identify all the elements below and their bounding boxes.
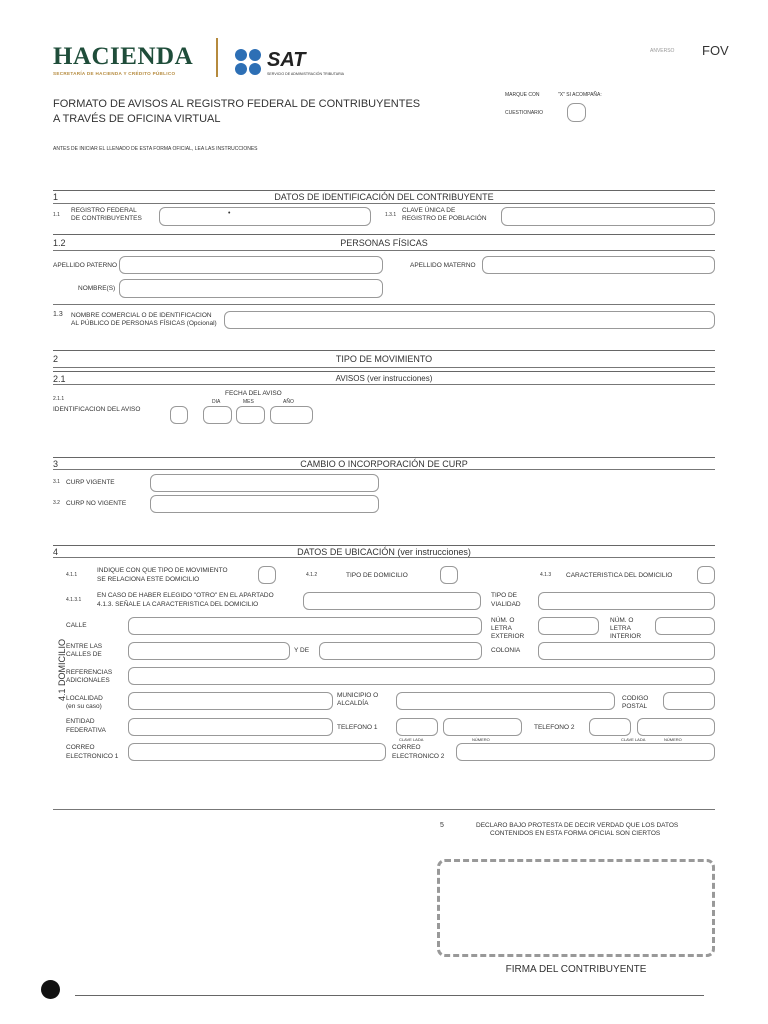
entre-calle1-input[interactable] [128,642,290,660]
section12-top-rule [53,234,715,235]
tipo-domicilio-box[interactable] [440,566,458,584]
telefono2-numero-input[interactable] [637,718,715,736]
num-ext-l2: LETRA [491,625,512,632]
section2-title: TIPO DE MOVIMIENTO [335,354,433,364]
fecha-mes-input[interactable] [236,406,265,424]
num-interior-input[interactable] [655,617,715,635]
section21-title-rule [53,384,715,385]
entre-calles-l1: ENTRE LAS [66,643,103,650]
footer-rule [75,995,704,996]
logo-divider [216,38,218,77]
curp-vigente-label: CURP VIGENTE [66,479,115,486]
num-ext-l3: EXTERIOR [491,633,525,640]
hacienda-wordmark: HACIENDA [53,43,194,70]
section4-number: 4 [53,547,59,557]
y-de-label: Y DE [294,647,310,654]
otro-l2: 4.1.3. SEÑALE LA CARACTERISTICA DEL DOMICILIO [97,601,259,608]
marque-x-label: "X" SI ACOMPAÑA: [558,92,602,98]
form-code: FOV [702,43,729,58]
section1-title-rule [53,203,715,204]
section4-top-rule [53,545,715,546]
form-title-line2: A TRAVÉS DE OFICINA VIRTUAL [53,113,221,125]
n31-label: 3.1 [53,479,60,485]
calle-input[interactable] [128,617,482,635]
fecha-aviso-label: FECHA DEL AVISO [225,390,282,397]
municipio-l1: MUNICIPIO O [337,692,379,699]
n4131-label: 4.1.3.1 [66,597,82,603]
colonia-label: COLONIA [491,647,521,654]
section1-number: 1 [53,192,59,202]
telefono2-label: TELEFONO 2 [534,724,575,731]
cuestionario-checkbox[interactable] [567,103,586,122]
otro-l1: EN CASO DE HABER ELEGIDO "OTRO" EN EL APARTADO [97,592,274,599]
correo2-l2: ELECTRONICO 2 [392,753,445,760]
cuestionario-label: CUESTIONARIO [505,110,544,116]
anverso-label: ANVERSO [650,48,675,54]
personas-fisicas-title: PERSONAS FÍSICAS [340,238,428,248]
hacienda-subtitle: SECRETARÍA DE HACIENDA Y CRÉDITO PÚBLICO [53,71,176,76]
section3-top-rule [53,457,715,458]
referencias-input[interactable] [128,667,715,685]
num-int-l3: INTERIOR [610,633,642,640]
anio-label: AÑO [283,399,294,405]
telefono1-label: TELEFONO 1 [337,724,378,731]
correo1-input[interactable] [128,743,386,761]
avisos-title: AVISOS (ver instrucciones) [335,374,433,383]
signature-box[interactable] [437,859,715,957]
entre-calle2-input[interactable] [319,642,482,660]
dia-label: DIA [212,399,221,405]
telefono2-lada-input[interactable] [589,718,631,736]
identificacion-aviso-label: IDENTIFICACION DEL AVISO [53,406,141,413]
q411-l2: SE RELACIONA ESTE DOMICILIO [97,576,200,583]
n411-label: 4.1.1 [66,572,78,578]
section3-title: CAMBIO O INCORPORACIÓN DE CURP [300,459,468,469]
nombres-label: NOMBRE(S) [78,285,116,292]
section2-title-rule [53,367,715,368]
curp-no-vigente-label: CURP NO VIGENTE [66,500,127,507]
entre-calles-l2: CALLES DE [66,651,102,658]
caracteristica-box[interactable] [697,566,715,584]
marque-con-label: MARQUE CON [505,92,540,98]
q411-l1: INDIQUE CON QUE TIPO DE MOVIMIENTO [97,567,228,574]
curp-vigente-input[interactable] [150,474,379,492]
municipio-l2: ALCALDÍA [337,700,369,707]
entidad-l2: FEDERATIVA [66,727,106,734]
mes-label: MES [243,399,254,405]
entidad-federativa-input[interactable] [128,718,333,736]
otro-caracteristica-input[interactable] [303,592,481,610]
sat-wordmark: SAT [267,49,306,71]
domicilio-vertical-label: 4.1 DOMICILIO [57,639,67,702]
registration-mark [41,980,60,999]
section5-number: 5 [440,822,444,829]
n11-label: 1.1 [53,212,60,218]
telefono1-numero-caption: NÚMERO [472,737,490,742]
apellido-paterno-input[interactable] [119,256,383,274]
curp-input[interactable] [501,207,715,226]
calle-label: CALLE [66,622,87,629]
section13-rule [53,304,715,305]
codigo-postal-l2: POSTAL [622,703,648,710]
apellido-materno-label: APELLIDO MATERNO [410,262,476,269]
telefono1-numero-input[interactable] [443,718,522,736]
section12-title-rule [53,250,715,251]
correo2-input[interactable] [456,743,715,761]
rfc-label-l2: DE CONTRIBUYENTES [71,215,142,222]
fecha-dia-input[interactable] [203,406,232,424]
n413-label: 4.1.3 [540,572,552,578]
section5-rule [53,809,715,810]
n32-label: 3.2 [53,500,60,506]
num-int-l2: LETRA [610,625,631,632]
section4-title-rule [53,557,715,558]
telefono1-lada-caption: CLAVE LADA [399,737,424,742]
correo2-l1: CORREO [392,744,421,751]
declaration-l1: DECLARO BAJO PROTESTA DE DECIR VERDAD QUE LOS DATOS [476,822,679,829]
telefono1-lada-input[interactable] [396,718,438,736]
curp-no-vigente-input[interactable] [150,495,379,513]
num-int-l1: NÚM. O [610,617,634,624]
localidad-input[interactable] [128,692,333,710]
sat-subtitle: SERVICIO DE ADMINISTRACIÓN TRIBUTARIA [267,72,345,76]
apellido-materno-input[interactable] [482,256,715,274]
n12-label: 1.2 [53,238,66,248]
section3-number: 3 [53,459,59,469]
instructions-note: ANTES DE INICIAR EL LLENADO DE ESTA FORMA OFICIAL, LEA LAS INSTRUCCIONES [53,146,258,152]
n412-label: 4.1.2 [306,572,318,578]
rfc-input[interactable] [159,207,371,226]
tipo-domicilio-label: TIPO DE DOMICILIO [346,572,408,579]
tipo-vialidad-input[interactable] [538,592,715,610]
sat-dots-icon [234,48,264,78]
identificacion-aviso-box[interactable] [170,406,188,424]
rfc-label-l1: REGISTRO FEDERAL [71,207,137,214]
num-exterior-input[interactable] [538,617,599,635]
n211-label: 2.1.1 [53,396,65,402]
tipo-vialidad-l2: VIALIDAD [491,601,521,608]
codigo-postal-l1: CODIGO [622,695,649,702]
section1-top-rule [53,190,715,191]
correo1-l2: ELECTRONICO 1 [66,753,119,760]
curp-label-l1: CLAVE ÚNICA DE [402,207,456,214]
nombres-input[interactable] [119,279,383,298]
signature-caption: FIRMA DEL CONTRIBUYENTE [505,964,647,975]
colonia-input[interactable] [538,642,715,660]
codigo-postal-input[interactable] [663,692,715,710]
n131-label: 1.3.1 [385,212,397,218]
rfc-separator-dot: • [228,210,231,217]
referencias-l1: REFERENCIAS [66,669,113,676]
localidad-l2: (en su caso) [66,703,102,710]
nombre-comercial-input[interactable] [224,311,715,329]
tipo-movimiento-box[interactable] [258,566,276,584]
section2-number: 2 [53,354,59,364]
apellido-paterno-label: APELLIDO PATERNO [53,262,118,269]
n13-label: 1.3 [53,311,63,318]
declaration-l2: CONTENIDOS EN ESTA FORMA OFICIAL SON CIERTOS [490,830,661,837]
section3-title-rule [53,469,715,470]
form-title-line1: FORMATO DE AVISOS AL REGISTRO FEDERAL DE CONTRIBUYENTES [53,98,421,110]
municipio-input[interactable] [396,692,615,710]
sat-logo [234,48,374,80]
fecha-anio-input[interactable] [270,406,313,424]
telefono2-lada-caption: CLAVE LADA [621,737,646,742]
telefono2-numero-caption: NÚMERO [664,737,682,742]
caracteristica-label: CARACTERISTICA DEL DOMICILIO [566,572,673,579]
entidad-l1: ENTIDAD [66,718,95,725]
localidad-l1: LOCALIDAD [66,695,103,702]
section1-title: DATOS DE IDENTIFICACIÓN DEL CONTRIBUYENTE [274,192,494,202]
referencias-l2: ADICIONALES [66,677,110,684]
section4-title: DATOS DE UBICACIÓN (ver instrucciones) [297,547,471,557]
section2-top-rule [53,350,715,351]
nombre-comercial-l1: NOMBRE COMERCIAL O DE IDENTIFICACION [71,312,212,319]
hacienda-logo [53,44,203,80]
correo1-l1: CORREO [66,744,95,751]
tipo-vialidad-l1: TIPO DE [491,592,518,599]
nombre-comercial-l2: AL PÚBLICO DE PERSONAS FÍSICAS (Opcional) [71,320,217,327]
curp-label-l2: REGISTRO DE POBLACIÓN [402,215,487,222]
section21-top-rule [53,371,715,372]
num-ext-l1: NÚM. O [491,617,515,624]
n21-label: 2.1 [53,374,66,384]
